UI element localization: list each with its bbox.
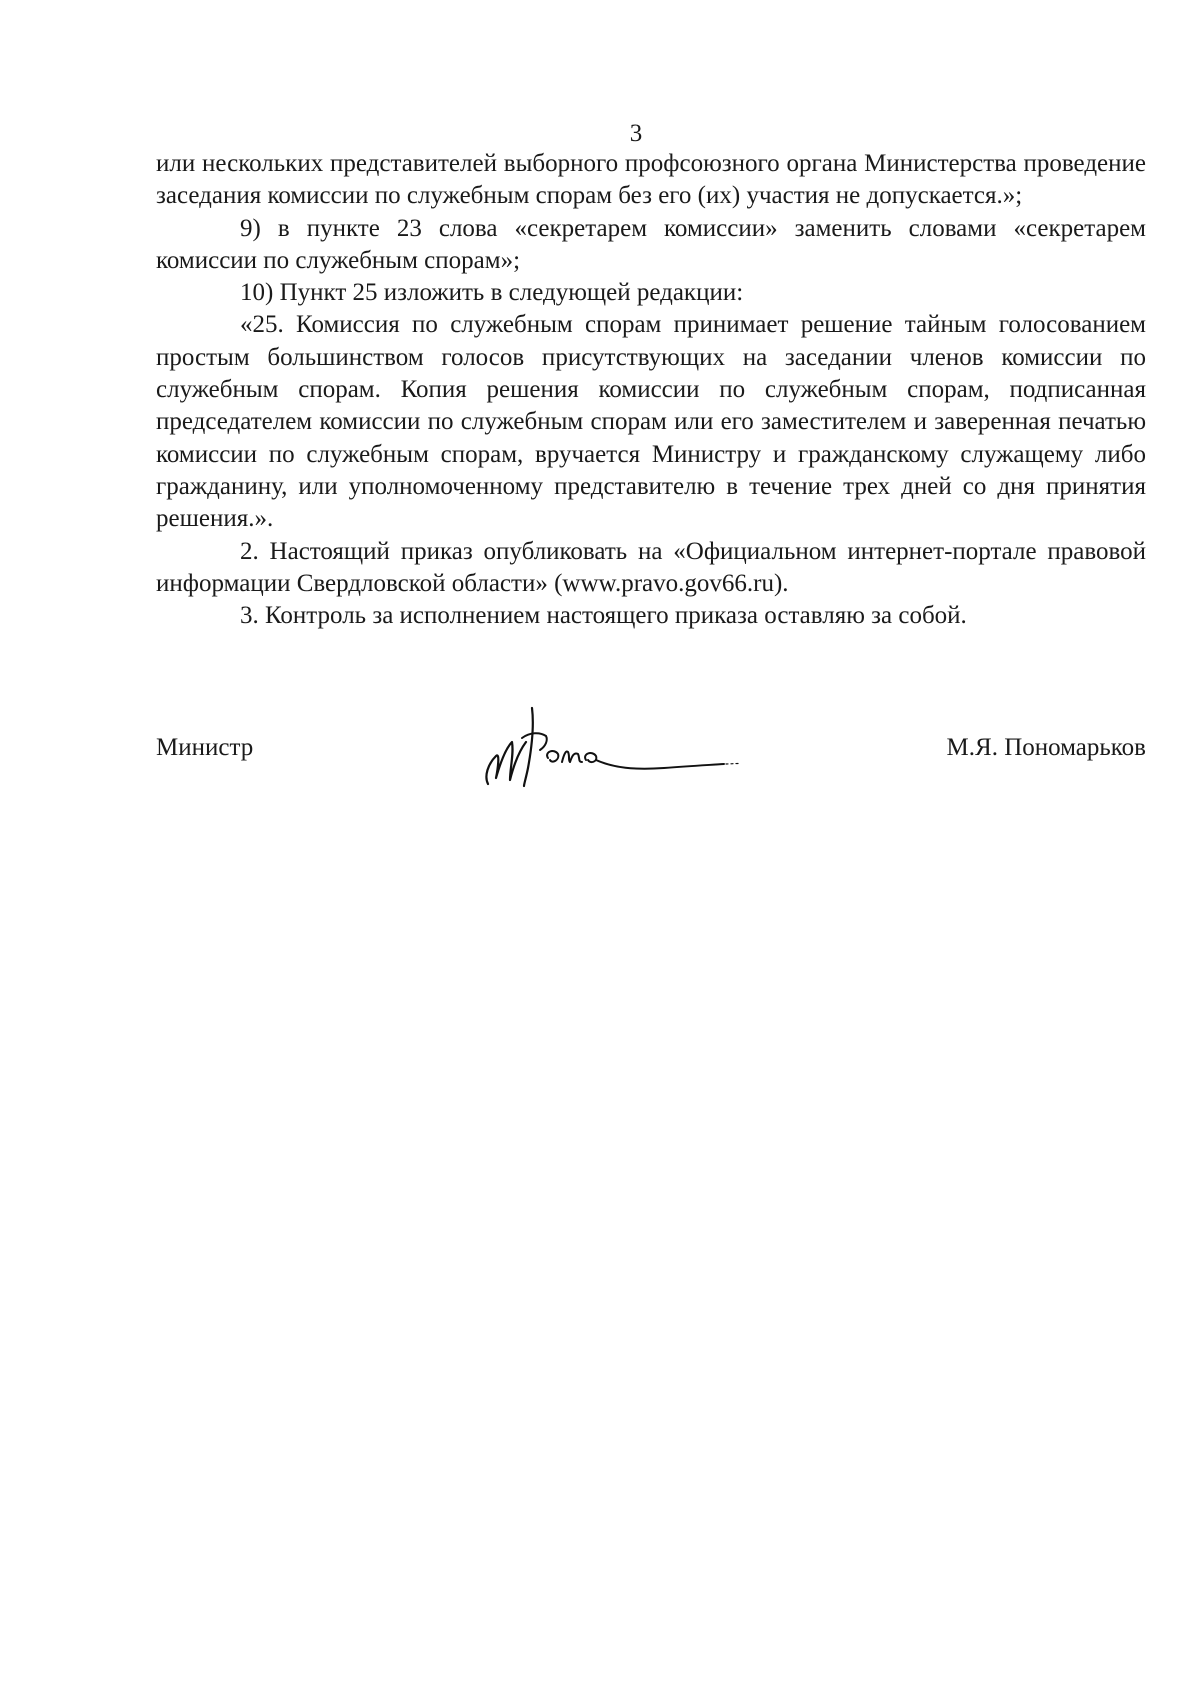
page-number: 3 <box>629 120 643 147</box>
paragraph-control: 3. Контроль за исполнением настоящего приказа оставляю за собой. <box>240 602 967 630</box>
signatory-title: Министр <box>156 734 254 761</box>
paragraph-publish: 2. Настоящий приказ опубликовать на «Официальном интернет-портале правовой информации Свердловской области» (www.pravo.gov66.ru). <box>156 537 1146 597</box>
signature-block <box>156 720 1146 820</box>
paragraph-item-9: 9) в пункте 23 слова «секретарем комиссии» заменить словами «секретарем комиссии по служебным спорам»; <box>156 214 1146 274</box>
paragraph-continuation: или нескольких представителей выборного профсоюзного органа Министерства проведение заседания комиссии по служебным спорам без его (их) участия не допускается.»; <box>156 150 1146 210</box>
paragraph-item-10: 10) Пункт 25 изложить в следующей редакции: <box>240 279 744 307</box>
handwritten-signature-icon <box>474 698 774 798</box>
paragraph-clause-25: «25. Комиссия по служебным спорам принимает решение тайным голосованием простым большинством голосов присутствующих на заседании членов комиссии по служебным спорам. Копия решения комиссии по служебным спорам, подписанная председателем комиссии по служебным спорам или его заместителем и заверенная печатью комиссии по служебным спорам, вручается Министру и гражданскому служащему либо гражданину, или уполномоченному представителю в течение трех дней со дня принятия решения.». <box>156 311 1146 533</box>
signatory-name: М.Я. Пономарьков <box>946 734 1146 761</box>
document-body <box>156 148 1146 632</box>
